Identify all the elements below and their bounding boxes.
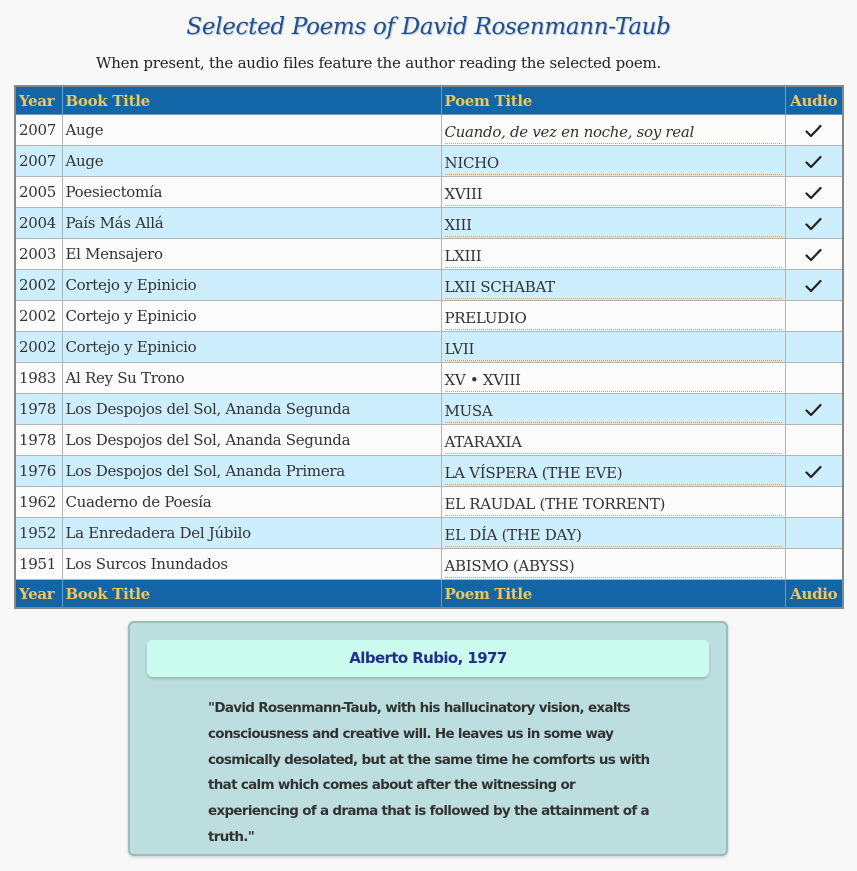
page-title: Selected Poems of David Rosenmann-Taub	[186, 14, 671, 40]
audio-cell	[785, 177, 843, 208]
year-cell: 1976	[15, 456, 62, 487]
header-book-title: Book Title	[62, 86, 441, 115]
poem-title-cell	[441, 549, 785, 580]
poem-link[interactable]: ATARAXIA	[445, 427, 782, 454]
poem-link[interactable]: XIII	[445, 210, 782, 237]
poem-link[interactable]: NICHO	[445, 148, 782, 175]
quote-box	[128, 621, 728, 856]
check-icon[interactable]	[805, 155, 822, 169]
poem-link[interactable]: XVIII	[445, 179, 782, 206]
table-row	[15, 177, 843, 208]
table-row	[15, 394, 843, 425]
year-cell: 1952	[15, 518, 62, 549]
header-audio: Audio	[785, 86, 843, 115]
book-title-cell: La Enredadera Del Júbilo	[62, 518, 441, 549]
book-title-cell: El Mensajero	[62, 239, 441, 270]
book-title-cell: Cortejo y Epinicio	[62, 332, 441, 363]
table-row	[15, 487, 843, 518]
poem-title-cell	[441, 456, 785, 487]
year-cell: 1983	[15, 363, 62, 394]
audio-cell	[785, 363, 843, 394]
year-cell: 2007	[15, 115, 62, 146]
audio-cell	[785, 549, 843, 580]
table-body	[15, 115, 843, 580]
table-row	[15, 363, 843, 394]
header-poem-title: Poem Title	[441, 86, 785, 115]
poem-link[interactable]: EL DÍA (THE DAY)	[445, 520, 782, 547]
audio-cell	[785, 332, 843, 363]
year-cell: 2002	[15, 270, 62, 301]
book-title-cell: Los Surcos Inundados	[62, 549, 441, 580]
poem-link[interactable]: XV • XVIII	[445, 365, 782, 392]
book-title-cell: Cortejo y Epinicio	[62, 301, 441, 332]
table-row	[15, 208, 843, 239]
poem-title-cell	[441, 177, 785, 208]
audio-cell	[785, 456, 843, 487]
check-icon[interactable]	[805, 124, 822, 138]
year-cell: 2004	[15, 208, 62, 239]
check-icon[interactable]	[805, 279, 822, 293]
poem-link[interactable]: LXIII	[445, 241, 782, 268]
table-footer-row	[15, 580, 843, 609]
quote-author: Alberto Rubio, 1977	[147, 640, 709, 677]
poem-link[interactable]: MUSA	[445, 396, 782, 423]
year-cell: 2003	[15, 239, 62, 270]
poem-title-cell	[441, 115, 785, 146]
poem-title-cell	[441, 425, 785, 456]
book-title-cell: Auge	[62, 115, 441, 146]
footer-year: Year	[15, 580, 62, 609]
check-icon[interactable]	[805, 403, 822, 417]
year-cell: 1962	[15, 487, 62, 518]
year-cell: 2005	[15, 177, 62, 208]
poem-link[interactable]: PRELUDIO	[445, 303, 782, 330]
audio-cell	[785, 115, 843, 146]
poem-title-cell	[441, 208, 785, 239]
poem-title-cell	[441, 487, 785, 518]
check-icon[interactable]	[805, 465, 822, 479]
book-title-cell: Poesiectomía	[62, 177, 441, 208]
book-title-cell: Cortejo y Epinicio	[62, 270, 441, 301]
audio-cell	[785, 425, 843, 456]
check-icon[interactable]	[805, 186, 822, 200]
poem-link[interactable]: LXII SCHABAT	[445, 272, 782, 299]
page-subtitle: When present, the audio files feature the author reading the selected poem.	[96, 54, 662, 72]
audio-cell	[785, 208, 843, 239]
table-row	[15, 425, 843, 456]
table-row	[15, 549, 843, 580]
year-cell: 2002	[15, 301, 62, 332]
book-title-cell: País Más Allá	[62, 208, 441, 239]
year-cell: 1978	[15, 425, 62, 456]
audio-cell	[785, 518, 843, 549]
poem-title-cell	[441, 518, 785, 549]
table-row	[15, 332, 843, 363]
table-row	[15, 115, 843, 146]
table-row	[15, 270, 843, 301]
header-year: Year	[15, 86, 62, 115]
book-title-cell: Los Despojos del Sol, Ananda Segunda	[62, 425, 441, 456]
poem-title-cell	[441, 332, 785, 363]
poem-link[interactable]: LA VÍSPERA (THE EVE)	[445, 458, 782, 485]
audio-cell	[785, 270, 843, 301]
poem-link[interactable]: EL RAUDAL (THE TORRENT)	[445, 489, 782, 516]
table-row	[15, 146, 843, 177]
poem-title-cell	[441, 270, 785, 301]
table-header-row	[15, 86, 843, 115]
poem-title-cell	[441, 146, 785, 177]
table-row	[15, 456, 843, 487]
book-title-cell: Al Rey Su Trono	[62, 363, 441, 394]
book-title-cell: Auge	[62, 146, 441, 177]
poem-link[interactable]: LVII	[445, 334, 782, 361]
table-row	[15, 518, 843, 549]
audio-cell	[785, 394, 843, 425]
year-cell: 1951	[15, 549, 62, 580]
table-row	[15, 239, 843, 270]
poem-title-cell	[441, 363, 785, 394]
table-row	[15, 301, 843, 332]
poem-link[interactable]: Cuando, de vez en noche, soy real	[445, 117, 782, 144]
footer-book-title: Book Title	[62, 580, 441, 609]
audio-cell	[785, 239, 843, 270]
poem-title-cell	[441, 394, 785, 425]
poem-link[interactable]: ABISMO (ABYSS)	[445, 551, 782, 578]
quote-text: "David Rosenmann-Taub, with his hallucinatory vision, exalts consciousness and creative will. He leaves us in some way cosmically desolated, but at the same time he comforts us with that calm which comes about after the witnessing or experiencing of a drama that is followed by the attainment of a truth."	[208, 700, 650, 845]
book-title-cell: Cuaderno de Poesía	[62, 487, 441, 518]
footer-poem-title: Poem Title	[441, 580, 785, 609]
check-icon[interactable]	[805, 248, 822, 262]
year-cell: 1978	[15, 394, 62, 425]
audio-cell	[785, 301, 843, 332]
audio-cell	[785, 146, 843, 177]
poems-table	[14, 85, 844, 609]
book-title-cell: Los Despojos del Sol, Ananda Primera	[62, 456, 441, 487]
year-cell: 2002	[15, 332, 62, 363]
poem-title-cell	[441, 239, 785, 270]
year-cell: 2007	[15, 146, 62, 177]
audio-cell	[785, 487, 843, 518]
check-icon[interactable]	[805, 217, 822, 231]
book-title-cell: Los Despojos del Sol, Ananda Segunda	[62, 394, 441, 425]
poem-title-cell	[441, 301, 785, 332]
footer-audio: Audio	[785, 580, 843, 609]
